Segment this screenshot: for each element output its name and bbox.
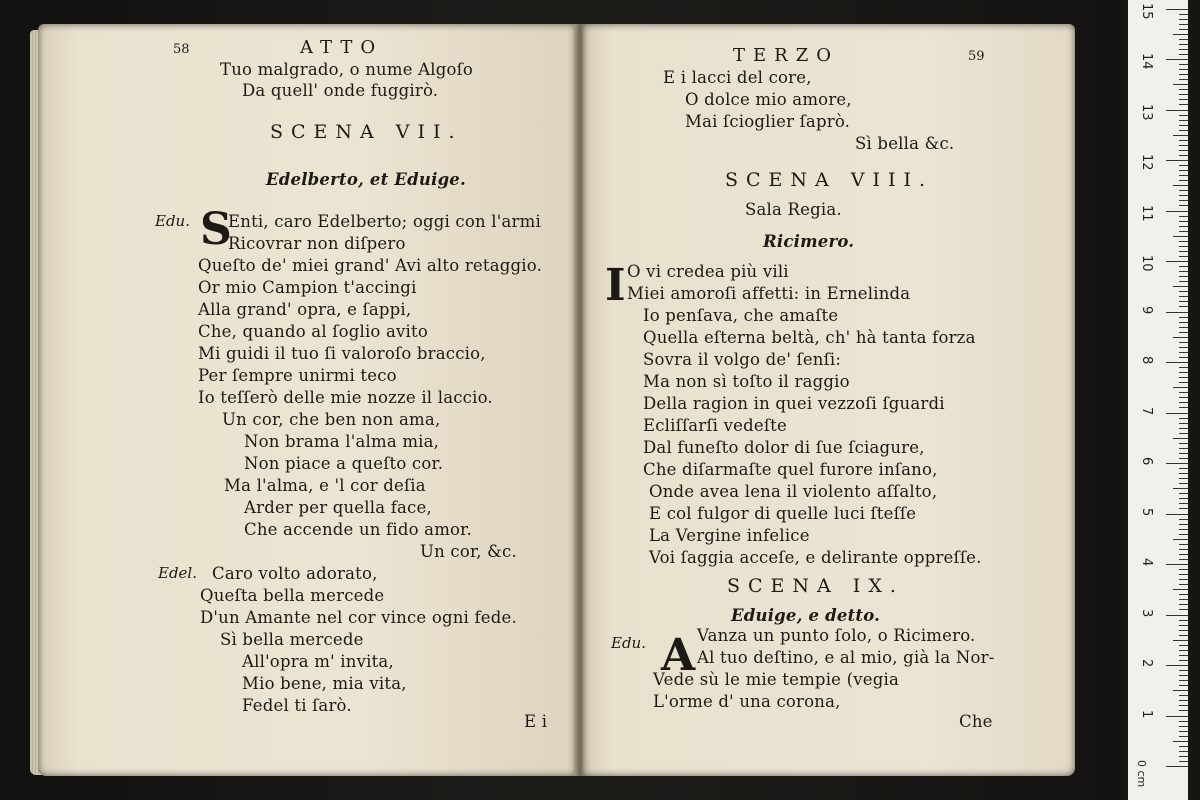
ruler-tick xyxy=(1179,256,1188,257)
ruler-tick xyxy=(1179,190,1188,191)
ruler-tick xyxy=(1179,574,1188,575)
right-page xyxy=(583,24,1075,776)
ruler-tick xyxy=(1166,766,1188,767)
scene-location: Sala Regia. xyxy=(745,200,842,219)
ruler-tick xyxy=(1179,508,1188,509)
ruler-tick xyxy=(1179,544,1188,545)
ruler-number: 2 xyxy=(1139,659,1154,668)
ruler-tick xyxy=(1179,443,1188,444)
ruler-tick xyxy=(1179,685,1188,686)
ruler-number: 12 xyxy=(1139,154,1154,171)
ruler-tick xyxy=(1179,705,1188,706)
verse-line: Che, quando al ſoglio avito xyxy=(198,322,428,341)
verse-line: Che diſarmaſte quel furore inſano, xyxy=(643,460,938,479)
ruler-tick xyxy=(1179,104,1188,105)
ruler-tick xyxy=(1179,332,1188,333)
ruler-tick xyxy=(1179,594,1188,595)
ruler-tick xyxy=(1179,145,1188,146)
ruler-tick xyxy=(1179,342,1188,343)
ruler-tick xyxy=(1166,110,1188,111)
ruler-tick xyxy=(1179,74,1188,75)
verse-line: Ecliſſarſi vedeſte xyxy=(643,416,787,435)
ruler-tick xyxy=(1166,362,1188,363)
ruler-tick xyxy=(1166,160,1188,161)
ruler-tick xyxy=(1173,34,1188,35)
ruler-tick xyxy=(1179,710,1188,711)
ruler-tick xyxy=(1179,327,1188,328)
ruler-tick xyxy=(1179,317,1188,318)
ruler-tick xyxy=(1179,604,1188,605)
left-line-top-2: Da quell' onde fuggirò. xyxy=(242,81,439,100)
ruler-tick xyxy=(1173,690,1188,691)
ruler-tick xyxy=(1179,468,1188,469)
ruler-tick xyxy=(1173,438,1188,439)
left-characters: Edelberto, et Eduige. xyxy=(266,170,466,189)
ruler-tick xyxy=(1166,514,1188,515)
verse-line: Quella eſterna beltà, ch' hà tanta forza xyxy=(643,328,976,347)
verse-line: Onde avea lena il violento aſſalto, xyxy=(649,482,938,501)
ruler-tick xyxy=(1179,534,1188,535)
ruler-tick xyxy=(1173,589,1188,590)
verse-line: Della ragion in quei vezzoſi ſguardi xyxy=(643,394,945,413)
right-page-number: 59 xyxy=(968,49,985,64)
ruler-tick xyxy=(1166,312,1188,313)
ruler-tick xyxy=(1179,296,1188,297)
ruler-tick xyxy=(1179,89,1188,90)
right-running-header: TERZO xyxy=(733,45,839,66)
verse-line: L'orme d' una corona, xyxy=(653,692,841,711)
verse-line: Non brama l'alma mia, xyxy=(244,432,440,451)
ruler-tick xyxy=(1166,261,1188,262)
right-line-top-4: Sì bella &c. xyxy=(855,134,955,153)
ruler-tick xyxy=(1179,549,1188,550)
speaker-label: Edel. xyxy=(158,564,197,582)
ruler-tick xyxy=(1179,498,1188,499)
ruler-tick xyxy=(1179,650,1188,651)
ruler-tick xyxy=(1179,150,1188,151)
ruler-number: 15 xyxy=(1139,2,1154,20)
ruler-tick xyxy=(1179,200,1188,201)
ruler-tick xyxy=(1173,539,1188,540)
ruler-tick xyxy=(1179,301,1188,302)
ruler-tick xyxy=(1179,609,1188,610)
verse-line: Ricovrar non diſpero xyxy=(228,234,406,253)
ruler-tick xyxy=(1166,413,1188,414)
scene-title-ix: SCENA IX. xyxy=(727,575,904,597)
ruler-tick xyxy=(1179,266,1188,267)
verse-line: Enti, caro Edelberto; oggi con l'armi xyxy=(228,212,541,231)
verse-line: Io penſava, che amaſte xyxy=(643,306,839,325)
verse-line: Al tuo deſtino, e al mio, già la Nor- xyxy=(697,648,995,667)
verse-line: All'opra m' invita, xyxy=(242,652,394,671)
right-line-top-2: O dolce mio amore, xyxy=(685,90,852,109)
ruler-tick xyxy=(1173,488,1188,489)
ruler-tick xyxy=(1179,478,1188,479)
verse-line: Queſto de' miei grand' Avi alto retaggio. xyxy=(198,256,543,275)
ruler-tick xyxy=(1179,736,1188,737)
ruler-tick xyxy=(1179,246,1188,247)
catchword: Che xyxy=(959,712,993,731)
ruler-tick xyxy=(1179,660,1188,661)
ruler-number: 1 xyxy=(1139,709,1154,718)
ruler-tick xyxy=(1179,39,1188,40)
ruler-tick xyxy=(1179,226,1188,227)
left-scene-title: SCENA VII. xyxy=(270,121,463,143)
verse-line: Non piace a queſto cor. xyxy=(244,454,444,473)
verse-line: Arder per quella face, xyxy=(244,498,432,517)
verse-line: Un cor, che ben non ama, xyxy=(222,410,441,429)
ruler-tick xyxy=(1179,276,1188,277)
ruler-tick xyxy=(1179,120,1188,121)
ruler-tick xyxy=(1179,392,1188,393)
ruler-tick xyxy=(1173,337,1188,338)
ruler-tick xyxy=(1179,175,1188,176)
ruler-tick xyxy=(1179,140,1188,141)
verse-line: Per ſempre unirmi teco xyxy=(198,366,397,385)
verse-line: Vanza un punto ſolo, o Ricimero. xyxy=(697,626,976,645)
ruler-tick xyxy=(1179,367,1188,368)
ruler-tick xyxy=(1179,322,1188,323)
ruler-tick xyxy=(1173,135,1188,136)
ruler-tick xyxy=(1179,756,1188,757)
ruler-tick xyxy=(1179,529,1188,530)
ruler-tick xyxy=(1179,599,1188,600)
ruler-number: 9 xyxy=(1139,305,1154,314)
verse-line: Ma l'alma, e 'l cor deſia xyxy=(224,476,426,495)
ruler-tick xyxy=(1179,44,1188,45)
ruler-tick xyxy=(1179,347,1188,348)
ruler-tick xyxy=(1179,695,1188,696)
ruler-tick xyxy=(1179,54,1188,55)
verse-line: Fedel ti ſarò. xyxy=(242,696,352,715)
ruler-unit-label: 0 cm xyxy=(1135,760,1148,788)
verse-line: Mi guidi il tuo ſi valoroſo braccio, xyxy=(198,344,486,363)
ruler-tick xyxy=(1166,59,1188,60)
ruler-tick xyxy=(1179,655,1188,656)
ruler-tick xyxy=(1166,9,1188,10)
ruler-tick xyxy=(1179,195,1188,196)
verse-line: La Vergine infelice xyxy=(649,526,810,545)
ruler-tick xyxy=(1173,84,1188,85)
ruler-tick xyxy=(1179,418,1188,419)
ruler-tick xyxy=(1166,463,1188,464)
ruler-tick xyxy=(1179,19,1188,20)
ruler-tick xyxy=(1179,473,1188,474)
ruler-number: 14 xyxy=(1139,53,1154,70)
verse-line: Sì bella mercede xyxy=(220,630,364,649)
left-running-header: ATTO xyxy=(300,37,384,58)
ruler-tick xyxy=(1179,180,1188,181)
ruler-number: 3 xyxy=(1139,608,1154,617)
ruler-tick xyxy=(1179,423,1188,424)
ruler-tick xyxy=(1179,675,1188,676)
scene-characters-ix: Eduige, e detto. xyxy=(731,606,881,625)
ruler-tick xyxy=(1173,286,1188,287)
ruler-tick xyxy=(1179,402,1188,403)
ruler-tick xyxy=(1166,665,1188,666)
verse-line: Vede sù le mie tempie (vegia xyxy=(653,670,899,689)
ruler-tick xyxy=(1179,205,1188,206)
ruler-tick xyxy=(1179,458,1188,459)
scene-title-viii: SCENA VIII. xyxy=(725,169,934,191)
ruler-tick xyxy=(1179,761,1188,762)
ruler-tick xyxy=(1179,554,1188,555)
ruler-tick xyxy=(1179,493,1188,494)
ruler-tick xyxy=(1179,251,1188,252)
ruler-tick xyxy=(1179,94,1188,95)
ruler-tick xyxy=(1179,428,1188,429)
ruler-tick xyxy=(1173,387,1188,388)
right-line-top-1: E i lacci del core, xyxy=(663,68,812,87)
ruler-number: 4 xyxy=(1139,558,1154,567)
ruler-tick xyxy=(1179,130,1188,131)
ruler-number: 6 xyxy=(1139,457,1154,466)
ruler-tick xyxy=(1166,615,1188,616)
ruler-tick xyxy=(1179,352,1188,353)
ruler-tick xyxy=(1173,741,1188,742)
ruler-number: 10 xyxy=(1139,255,1154,272)
ruler-tick xyxy=(1173,185,1188,186)
ruler-tick xyxy=(1179,645,1188,646)
ruler-tick xyxy=(1179,69,1188,70)
verse-line: D'un Amante nel cor vince ogni fede. xyxy=(200,608,517,627)
verse-line: Miei amoroſi affetti: in Ernelinda xyxy=(627,284,911,303)
ruler-tick xyxy=(1179,524,1188,525)
ruler-tick xyxy=(1179,731,1188,732)
ruler-tick xyxy=(1166,716,1188,717)
ruler-tick xyxy=(1179,241,1188,242)
ruler-tick xyxy=(1179,579,1188,580)
ruler-tick xyxy=(1179,625,1188,626)
ruler-tick xyxy=(1179,306,1188,307)
ruler-tick xyxy=(1179,680,1188,681)
ruler-tick xyxy=(1179,559,1188,560)
ruler-tick xyxy=(1179,407,1188,408)
verse-line: O vi credea più vili xyxy=(627,262,789,281)
ruler-tick xyxy=(1179,584,1188,585)
verse-line: E col fulgor di quelle luci ſteſſe xyxy=(649,504,917,523)
ruler-tick xyxy=(1179,14,1188,15)
left-page-number: 58 xyxy=(173,42,190,57)
ruler-tick xyxy=(1179,221,1188,222)
verse-line: Ma non sì toſto il raggio xyxy=(643,372,850,391)
ruler-tick xyxy=(1179,64,1188,65)
drop-cap: I xyxy=(605,260,626,311)
verse-line: Che accende un fido amor. xyxy=(244,520,472,539)
ruler-tick xyxy=(1179,125,1188,126)
ruler-tick xyxy=(1179,448,1188,449)
ruler-tick xyxy=(1179,503,1188,504)
ruler-tick xyxy=(1179,281,1188,282)
ruler-tick xyxy=(1179,433,1188,434)
verse-line: Or mio Campion t'accingi xyxy=(198,278,417,297)
ruler-tick xyxy=(1179,453,1188,454)
ruler-tick xyxy=(1179,569,1188,570)
ruler-tick xyxy=(1179,99,1188,100)
ruler-tick xyxy=(1179,483,1188,484)
ruler-number: 11 xyxy=(1139,204,1154,222)
ruler-tick xyxy=(1179,115,1188,116)
verse-line: Alla grand' opra, e ſappi, xyxy=(198,300,412,319)
ruler-tick xyxy=(1179,630,1188,631)
verse-line: Voi ſaggia acceſe, e delirante oppreſſe. xyxy=(649,548,982,567)
ruler-tick xyxy=(1179,635,1188,636)
ruler-tick xyxy=(1179,24,1188,25)
left-page xyxy=(38,24,576,776)
ruler-tick xyxy=(1179,216,1188,217)
ruler-tick xyxy=(1179,620,1188,621)
ruler-tick xyxy=(1179,165,1188,166)
ruler-tick xyxy=(1179,29,1188,30)
ruler-tick xyxy=(1179,751,1188,752)
verse-line: Queſta bella mercede xyxy=(200,586,385,605)
ruler-tick xyxy=(1179,721,1188,722)
ruler-number: 5 xyxy=(1139,507,1154,516)
ruler-tick xyxy=(1179,291,1188,292)
catchword: E i xyxy=(524,712,548,731)
verse-line: Mio bene, mia vita, xyxy=(242,674,407,693)
ruler-tick xyxy=(1179,49,1188,50)
ruler-tick xyxy=(1166,211,1188,212)
ruler-tick xyxy=(1173,640,1188,641)
ruler-tick xyxy=(1179,357,1188,358)
ruler-tick xyxy=(1179,155,1188,156)
drop-cap: S xyxy=(200,204,232,255)
ruler-tick xyxy=(1179,372,1188,373)
right-line-top-3: Mai ſcioglier ſaprò. xyxy=(685,112,851,131)
ruler-tick xyxy=(1179,377,1188,378)
speaker-label: Edu. xyxy=(155,212,190,230)
ruler-tick xyxy=(1179,519,1188,520)
ruler-tick xyxy=(1179,700,1188,701)
ruler-number: 7 xyxy=(1139,406,1154,415)
verse-line: Io teſſerò delle mie nozze il laccio. xyxy=(198,388,493,407)
ruler-tick xyxy=(1173,236,1188,237)
ruler-tick xyxy=(1179,271,1188,272)
ruler-tick xyxy=(1166,564,1188,565)
ruler-tick xyxy=(1179,170,1188,171)
ruler-number: 13 xyxy=(1139,103,1154,121)
ruler-tick xyxy=(1179,726,1188,727)
ruler-tick xyxy=(1179,79,1188,80)
scene-character: Ricimero. xyxy=(763,232,855,251)
ruler-tick xyxy=(1179,670,1188,671)
verse-line: Un cor, &c. xyxy=(420,542,517,561)
speaker-label: Edu. xyxy=(611,634,646,652)
drop-cap: A xyxy=(661,630,696,681)
verse-line: Dal funeſto dolor di ſue ſciagure, xyxy=(643,438,925,457)
left-line-top-1: Tuo malgrado, o nume Algoſo xyxy=(220,60,474,79)
verse-line: Caro volto adorato, xyxy=(212,564,378,583)
ruler-number: 8 xyxy=(1139,356,1154,365)
ruler-tick xyxy=(1179,746,1188,747)
ruler-tick xyxy=(1179,397,1188,398)
verse-line: Sovra il volgo de' ſenſi: xyxy=(643,350,842,369)
ruler-tick xyxy=(1179,231,1188,232)
ruler-tick xyxy=(1179,382,1188,383)
measurement-ruler xyxy=(1128,0,1188,800)
